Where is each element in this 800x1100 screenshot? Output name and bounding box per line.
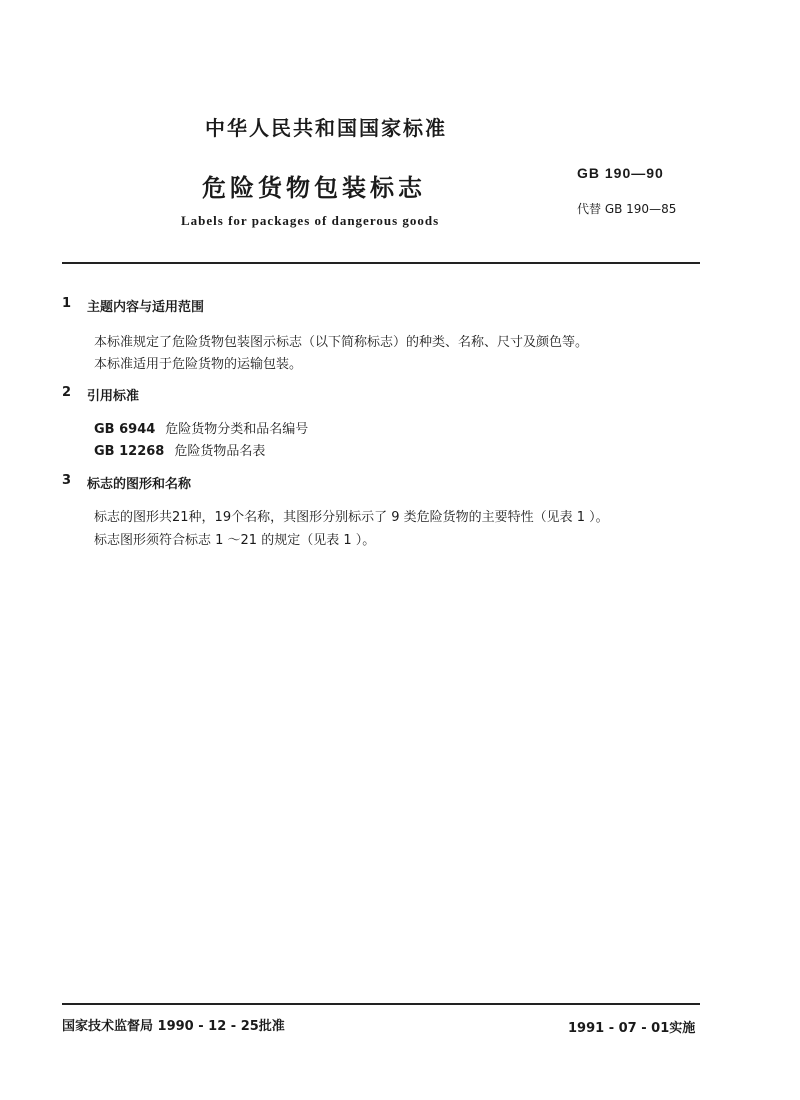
paragraph: 本标准规定了危险货物包装图示标志（以下简称标志）的种类、名称、尺寸及颜色等。 (94, 335, 589, 350)
reference-item (94, 418, 308, 437)
reference-code: GB 12268 (94, 444, 165, 459)
paragraph: 本标准适用于危险货物的运输包装。 (94, 357, 303, 372)
section-number: 1 (62, 296, 72, 311)
section-title: 引用标准 (87, 389, 140, 404)
document-title: 危险货物包装标志 (202, 174, 426, 202)
reference-name: 危险货物品名表 (174, 444, 266, 459)
reference-item (94, 440, 265, 459)
effective-date: 1991 - 07 - 01实施 (568, 1021, 696, 1036)
footer-divider (62, 1003, 700, 1005)
replaces-standard: 代替 GB 190—85 (577, 202, 677, 216)
paragraph: 标志的图形共21种，19个名称，其图形分别标示了 9 类危险货物的主要特性（见表 1 ）。 (94, 510, 609, 525)
header-divider (62, 262, 700, 264)
reference-name: 危险货物分类和品名编号 (165, 422, 309, 437)
section-title: 标志的图形和名称 (87, 477, 192, 492)
approval-date: 国家技术监督局 1990 - 12 - 25批准 (62, 1019, 285, 1034)
paragraph: 标志图形须符合标志 1 ～21 的规定（见表 1 ）。 (94, 533, 376, 548)
section-number: 2 (62, 385, 72, 400)
section-title: 主题内容与适用范围 (87, 300, 205, 315)
reference-code: GB 6944 (94, 422, 156, 437)
standard-number: GB 190—90 (577, 165, 664, 181)
national-standard-heading: 中华人民共和国国家标准 (205, 116, 447, 140)
document-subtitle-english: Labels for packages of dangerous goods (181, 213, 440, 228)
section-number: 3 (62, 473, 72, 488)
